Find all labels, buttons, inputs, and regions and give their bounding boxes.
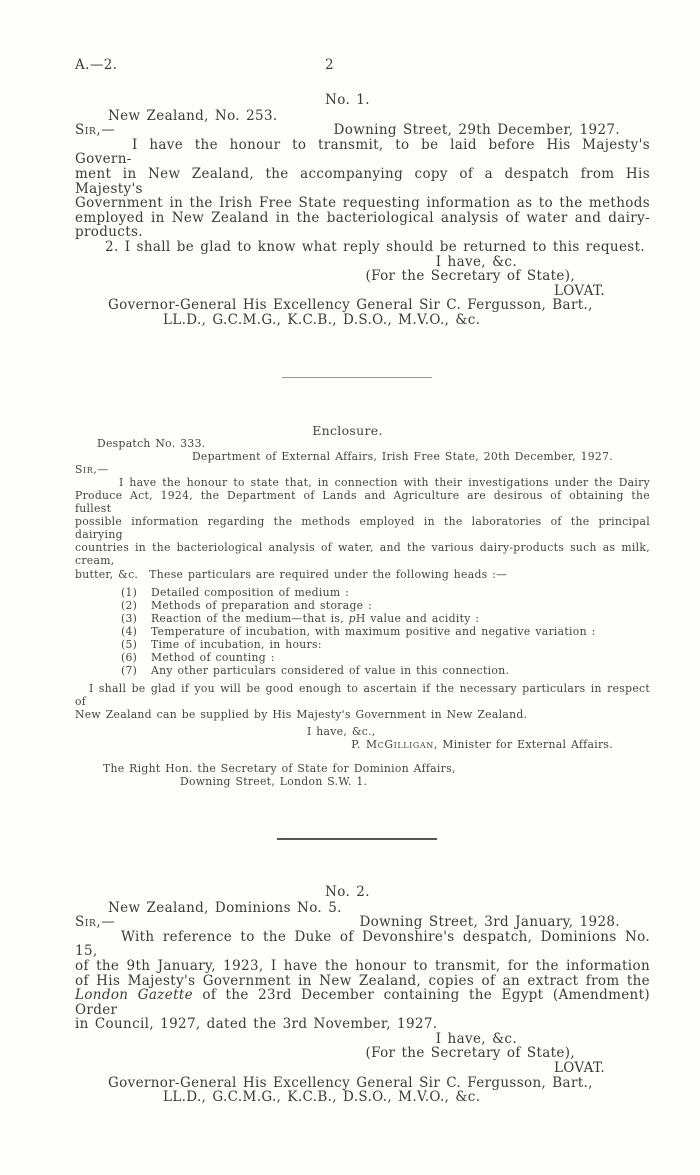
letter1-paragraph-1 — [75, 138, 650, 240]
letter1-number-heading: No. 1. — [325, 92, 370, 108]
letter2-reference: New Zealand, Dominions No. 5. — [108, 899, 342, 916]
gazette-title-italic: London Gazette — [75, 987, 193, 1004]
list-item-text: Temperature of incubation, with maximum positive and negative variation : — [151, 624, 596, 638]
list-item — [121, 586, 650, 599]
paragraph-line: I have the honour to transmit, to be laid before His Majesty's Govern- — [75, 136, 650, 168]
letter1-signature: LOVAT. — [553, 282, 605, 299]
minister-title: , Minister for External Affairs. — [433, 737, 613, 751]
list-item-number: (1) — [121, 585, 138, 599]
letter1-reference: New Zealand, No. 253. — [108, 107, 278, 124]
paragraph-line: ment in New Zealand, the accompanying copy of a despatch from His Majesty's — [75, 165, 650, 197]
letter2-paragraph-1 — [75, 930, 650, 1032]
list-item — [121, 599, 650, 612]
list-item-text: Detailed composition of medium : — [151, 585, 350, 599]
paragraph-line — [75, 988, 650, 1017]
letter2-addressee-line-2: LL.D., G.C.M.G., K.C.B., D.S.O., M.V.O., &c. — [163, 1089, 481, 1106]
paragraph-line: I have the honour to state that, in connection with their investigations under the Dairy — [119, 475, 650, 489]
enclosure-addressee-line-2: Downing Street, London S.W. 1. — [180, 774, 368, 788]
list-item-text-pre: Reaction of the medium—that is, — [151, 611, 349, 625]
paragraph-line: Produce Act, 1924, the Department of Lands and Agriculture are desirous of obtaining the fullest — [75, 488, 650, 516]
letter2-number-heading: No. 2. — [325, 883, 370, 900]
letter1-dateline: Downing Street, 29th December, 1927. — [333, 122, 620, 139]
enclosure-heading: Enclosure. — [312, 422, 383, 438]
letter-2 — [75, 885, 650, 1105]
enclosure-paragraph-1 — [75, 476, 650, 581]
letter1-for-secretary: (For the Secretary of State), — [365, 268, 575, 285]
minister-name: P. McGilligan — [351, 737, 434, 751]
page-number: 2 — [325, 57, 334, 73]
paragraph-line: of the 9th January, 1923, I have the honour to transmit, for the information — [75, 957, 650, 974]
list-item — [121, 625, 650, 638]
paragraph-line: countries in the bacteriological analysis of water, and the various dairy-products such as milk, cream, — [75, 541, 650, 568]
letter2-salutation-row — [75, 915, 650, 930]
list-item — [121, 612, 650, 625]
list-item-text: Time of incubation, in hours: — [151, 638, 322, 651]
enclosure-dateline: Department of External Affairs, Irish Free State, 20th December, 1927. — [191, 449, 613, 463]
list-item-text-italic: p — [348, 611, 356, 625]
list-item-text: Any other particulars considered of value in this connection. — [151, 664, 510, 678]
paragraph-line: Government in the Irish Free State requesting information as to the methods — [75, 195, 650, 212]
list-item — [121, 651, 650, 664]
list-item-number: (6) — [121, 651, 138, 665]
list-item-text: Method of counting : — [151, 651, 275, 665]
letter1-paragraph-2: 2. I shall be glad to know what reply should be returned to this request. — [105, 238, 645, 255]
list-item-number: (5) — [121, 638, 138, 651]
paragraph-line: With reference to the Duke of Devonshire's despatch, Dominions No. 15, — [75, 928, 650, 960]
letter2-addressee-line-1: Governor-General His Excellency General Sir C. Fergusson, Bart., — [108, 1074, 593, 1091]
letter-1 — [75, 93, 650, 328]
enclosure-valediction: I have, &c., — [307, 724, 376, 738]
enclosure-salutation: Sir,— — [75, 462, 109, 476]
letter1-salutation: Sir,— — [75, 122, 116, 139]
divider-rule-1 — [282, 377, 432, 378]
list-item-number: (7) — [121, 664, 138, 678]
enclosure-addressee-line-1: The Right Hon. the Secretary of State for Dominion Affairs, — [103, 761, 456, 775]
divider-rule-2 — [277, 838, 437, 840]
list-item-number: (2) — [121, 598, 138, 612]
list-item — [121, 664, 650, 677]
letter1-salutation-row — [75, 123, 650, 138]
despatch-number: Despatch No. 333. — [97, 436, 206, 450]
list-item-text-post: H value and acidity : — [355, 611, 480, 625]
letter1-valediction: I have, &c. — [435, 253, 517, 270]
enclosure-paragraph-2 — [75, 682, 650, 721]
paragraph-line: butter, &c. These particulars are required under the following heads :— — [75, 567, 508, 581]
paragraph-line: New Zealand can be supplied by His Majesty's Government in New Zealand. — [75, 708, 528, 722]
letter1-addressee-line-1: Governor-General His Excellency General Sir C. Fergusson, Bart., — [108, 297, 593, 314]
paragraph-line: employed in New Zealand in the bacteriological analysis of water and dairy- — [75, 209, 650, 226]
list-item-text: Methods of preparation and storage : — [151, 598, 373, 612]
letter2-salutation: Sir,— — [75, 914, 116, 931]
minister-signature — [75, 738, 613, 751]
list-item — [121, 638, 650, 651]
letter2-signature: LOVAT. — [553, 1060, 605, 1077]
page-content — [75, 57, 650, 1105]
letter2-valediction: I have, &c. — [435, 1030, 517, 1047]
paragraph-line: I shall be glad if you will be good enough to ascertain if the necessary particulars in respect of — [75, 682, 650, 709]
paragraph-line: in Council, 1927, dated the 3rd November, 1927. — [75, 1016, 438, 1033]
paragraph-line-rest: of the 23rd December containing the Egypt (Amendment) Order — [75, 987, 650, 1018]
paragraph-line: possible information regarding the methods employed in the laboratories of the principal dairying — [75, 515, 650, 542]
enclosure — [75, 424, 650, 788]
list-item-text — [151, 612, 479, 625]
list-item-number: (4) — [121, 624, 138, 638]
letter2-dateline: Downing Street, 3rd January, 1928. — [359, 914, 620, 931]
paragraph-line: products. — [75, 224, 143, 241]
requirements-list — [75, 586, 650, 678]
paragraph-line: of His Majesty's Government in New Zealand, copies of an extract from the — [75, 972, 650, 989]
letter2-for-secretary: (For the Secretary of State), — [365, 1045, 575, 1062]
page-header — [75, 57, 650, 73]
list-item-number: (3) — [121, 611, 138, 625]
doc-ref: A.—2. — [75, 57, 118, 73]
letter1-addressee-line-2: LL.D., G.C.M.G., K.C.B., D.S.O., M.V.O., &c. — [163, 311, 481, 328]
